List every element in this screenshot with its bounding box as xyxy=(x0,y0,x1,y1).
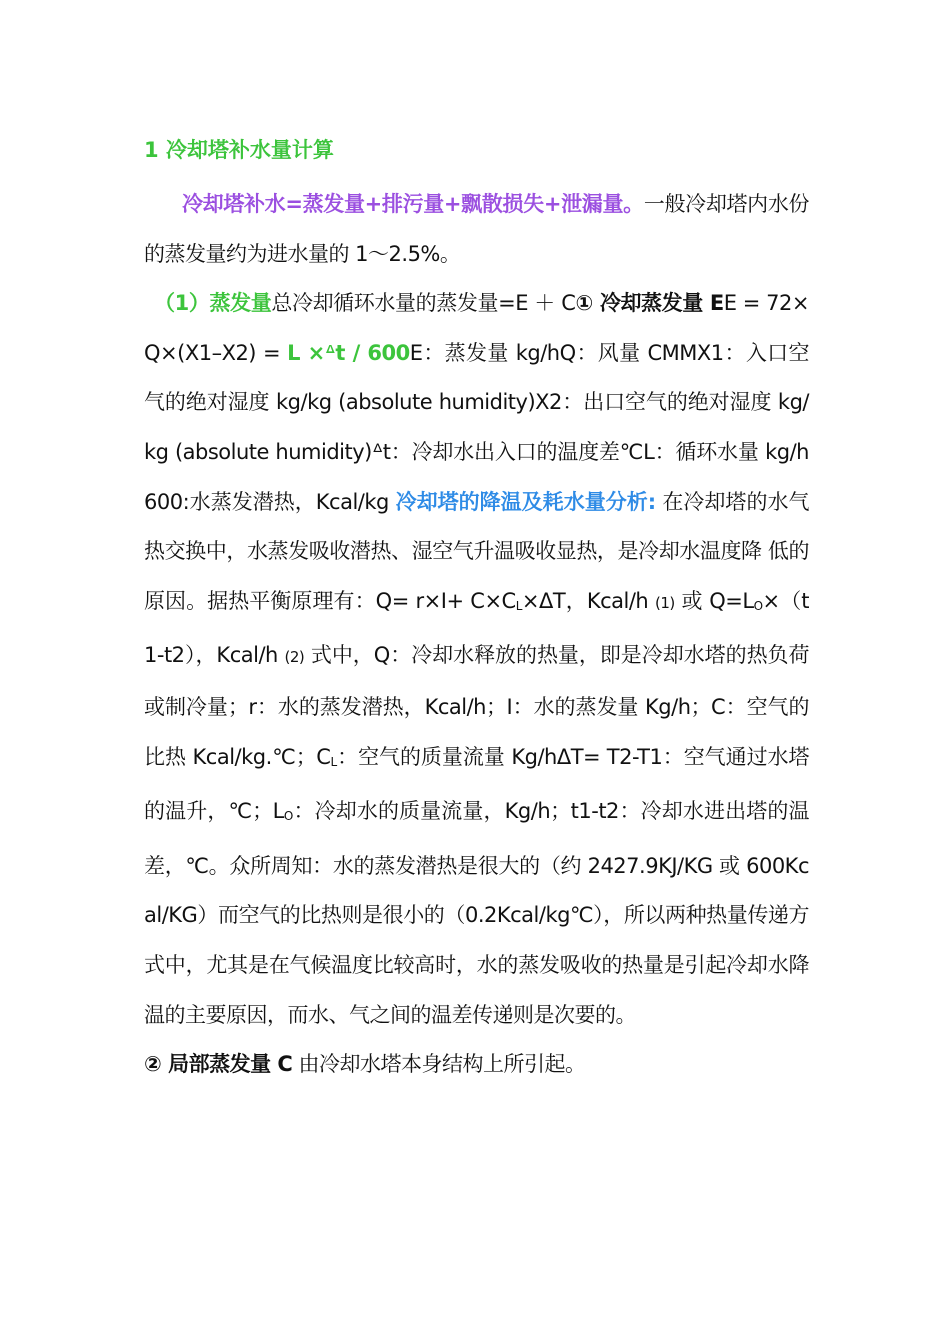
subscript-o-2: O xyxy=(283,809,293,824)
heat-balance-text-4: ×（t1-t2），Kcal/h xyxy=(144,588,809,668)
evaporation-label-number: （1） xyxy=(154,291,210,316)
equation-number-1: (1) xyxy=(654,593,675,612)
cooling-analysis-label: 冷却塔的降温及耗水量分析: xyxy=(395,489,656,514)
evaporation-text-1: 总冷却循环水量的蒸发量=E ＋ C xyxy=(271,291,576,316)
evaporation-label: 蒸发量 xyxy=(209,291,272,316)
paragraph-local-evaporation xyxy=(144,1040,809,1090)
variable-definitions-2: ：空气的质量流量 Kg/hΔT= T2-T1：空气通过水塔的温升，℃；L xyxy=(144,744,810,824)
makeup-water-text: 一般冷却塔内水份的蒸发量约为进水量的 1～2.5%。 xyxy=(144,192,810,266)
evaporation-variables: E：蒸发量 kg/hQ：风量 CMMX1：入口空气的绝对湿度 kg/kg (absolute humidity)X2：出口空气的绝对湿度 kg/kg (absolute humidity)ᐞt：冷却水出入口的温度差℃L：循环水量 kg/h600:水蒸发潜热，Kcal/kg xyxy=(144,340,810,514)
local-evaporation-text: 由冷却水塔本身结构上所引起。 xyxy=(292,1052,586,1077)
evaporation-formula: E = 72×Q×(X1–X2) = xyxy=(144,291,809,365)
document-page xyxy=(144,130,809,1090)
local-evaporation-label: ② 局部蒸发量 C xyxy=(144,1052,293,1077)
subscript-o-1: O xyxy=(753,598,763,613)
heat-balance-text-3: 或 Q=L xyxy=(674,588,754,613)
paragraph-evaporation xyxy=(144,279,809,1040)
heat-balance-text: 在冷却塔的水气热交换中，水蒸发吸收潜热、湿空气升温吸收显热，是冷却水温度降 低的原因。据热平衡原理有：Q= r×I+ C×C xyxy=(144,489,809,613)
paragraph-makeup-water xyxy=(144,180,809,279)
evaporation-formula-green: L ×ᐞt / 600 xyxy=(287,340,410,365)
subscript-l-2: L xyxy=(330,754,337,769)
variable-definitions: 式中，Q：冷却水释放的热量，即是冷却水塔的热负荷或制冷量；r：水的蒸发潜热，Kcal/h；I：水的蒸发量 Kg/h；C：空气的比热 Kcal/kg.℃；C xyxy=(144,643,809,769)
heat-balance-text-2: ×ΔT，Kcal/h xyxy=(521,588,655,613)
equation-number-2: (2) xyxy=(284,648,305,667)
subscript-l-1: L xyxy=(515,598,522,613)
cooling-evaporation-label: ① 冷却蒸发量 E xyxy=(575,291,724,316)
section-heading: 1 冷却塔补水量计算 xyxy=(144,138,334,162)
variable-definitions-3: ：冷却水的质量流量，Kg/h；t1-t2：冷却水进出塔的温差，℃。众所周知：水的蒸发潜热是很大的（约 2427.9KJ/KG 或 600Kcal/KG）而空气的比热则是很小的（0.2Kcal/kg℃），所以两种热量传递方式中，尤其是在气候温度比较高时，水的蒸发吸收的热量是引起冷却水降温的主要原因，而水、气之间的温差传递则是次要的。 xyxy=(144,799,809,1027)
makeup-water-formula: 冷却塔补水=蒸发量+排污量+飘散损失+泄漏量。 xyxy=(182,192,644,216)
